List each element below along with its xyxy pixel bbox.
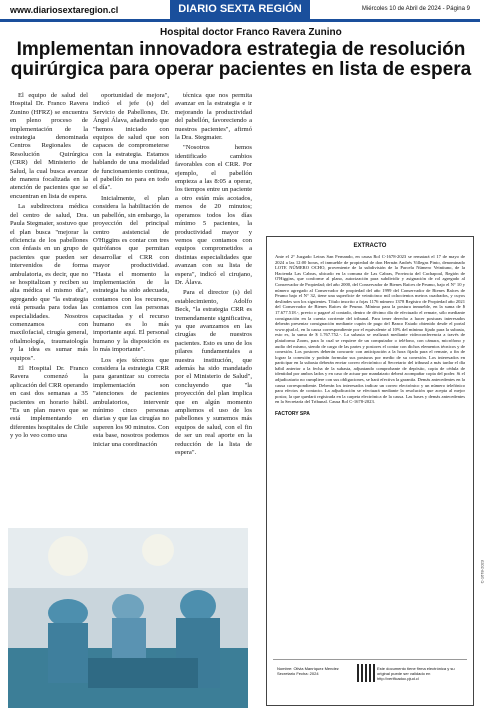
article-kicker: Hospital doctor Franco Ravera Zunino — [160, 27, 342, 38]
qr-code-icon — [357, 664, 375, 682]
article-column-2 — [93, 92, 169, 451]
legal-notice — [266, 236, 474, 706]
section-title: DIARIO SEXTA REGIÓN — [170, 0, 310, 19]
paragraph: El equipo de salud del Hospital Dr. Franco Ravera Zunino (HFRZ) se encuentra en pleno proceso de implementación de la estrategia denominada Centros Regionales de Resolución Quirúrgica (CRR) del Ministerio de Salud, la cual busca avanzar de manera focalizada en la atención de pacientes que se encuentran en lista de espera. — [10, 92, 88, 200]
article-headline: Implementan innovadora estrategia de resolución quirúrgica para operar pacientes en lista de espera — [10, 39, 472, 80]
article-photo — [8, 528, 248, 708]
notice-signature: FACTORY SPA — [275, 411, 310, 418]
article-column-1 — [10, 92, 88, 443]
notice-body: Ante el 2° Juzgado Letras San Fernando, en causa Rol C-1678-2023 se rematará el 17 de mayo de 2024 a las 12:00 horas, el inmueble de propiedad de don Hernán Andrés Villegas Pinto, denominado LOTE NÚMERO OCHO, proveniente de la subdivisión de la Parcela Número Veintiuno, de la Hacienda Las Cabras, ubicado en la comuna de Las Cabras, Provincia del Cachapoal, Región de O'Higgins, que conforme al plano, autorización para subdividir y asignación de rol agregado al Conservador de Propiedad; del año 2000, del Conservador de Bienes Raíces de Peumo, bajo el N° 10 y número agregado al Conservador de propiedad del año 1999 del Conservador de Bienes Raíces de Peumo bajo el N° 32, tiene una superficie de veinticinco mil ochocientos metros cuadrados, y cuyos deslindes son los siguientes. Título inscrito a fojas 1176 número 1378 Registro de Propiedad año 2021 del Conservador de Bienes Raíces de Peumo. Mínimo para la postura inmueble, en la suma de $ 17.677.518.-, previo o pagaré al contado, dentro de décimo día de efectuado el remate, sólo mediante consignación en la cuenta corriente del tribunal. Para tener derecho a hacer posturas interesados deberán presentar consignación mediante cupón de pago del Banco Estado obtenido desde el portal www.pjud.cl, en la causa correspondiente por el equivalente al 10% del mínimo fijado para la subasta, esto es, la suma de $ 1.767.752.-. La subasta se realizará mediante videoconferencia a través de plataforma Zoom, para lo cual se requiere de un computador o teléfono, con cámara, micrófono y audio del mismo, siendo de cargo de las partes y postores el contar con dichos elementos técnicos y de conexión. Los postores deberán concurrir con anticipación a la hora fijada para el remate, a fin de lograr la conexión y podrán formular sus posturas por medio de su conexión. Los interesados en participar en la subasta deberán enviar correo electrónico al Secretario del tribunal a más tardar el día hábil anterior a la fecha de la subasta, adjuntando comprobante de depósito, copia de cédula de identidad por ambos lados y en caso de actuar por mandatario deberá acompañar copia del poder. Si el adjudicatario no cumpliere con sus obligaciones, se hará efectiva la garantía. Demás antecedentes en la causa correspondiente. Deberán los interesados indicar un correo electrónico y un número telefónico para efectos de contacto. La adjudicación se efectuará mediante la resolución que acepta al mejor postor, la que quedará registrada en la carpeta electrónica de la causa. Las bases y demás antecedentes en la Secretaría del Tribunal. Causa Rol C-1678-2023. — [275, 254, 465, 405]
paragraph: La subdirectora médica del centro de salud, Dra. Paula Stegmaier, sostuvo que el plan busca "mejorar la eficiencia de los pabellones con énfasis en un grupo de pacientes que pueden ser intervenidos de forma ambulatoria, es decir, que no se hospitalizan y reciben su alta médica el mismo día", agregando que "la estrategia está pensada para todas las especialidades. Nosotros comenzamos con maxilofacial, cirugía general, oftalmología, traumatología y la idea es sumar más equipos". — [10, 203, 88, 362]
paragraph: Inicialmente, el plan considera la habilitación de un pabellón, sin embargo, la proyección del principal centro asistencial de O'Higgins es contar con tres quirófanos que permitan desarrollar el CRR con mayor productividad. "Hasta el momento la implementación de la estrategia ha sido adecuada, contamos con los recursos, contamos con las personas capacitadas y el recurso humano es lo más importante aquí. El personal humano y la disposición es lo más importante". — [93, 194, 169, 354]
paragraph: "Nosotros hemos identificado cambios favorables con el CRR. Por ejemplo, el pabellón empieza a las 8:05 a operar, los tiempos entre un paciente a otro están más acotados, menos de 20 minutos; operamos todos los días mínimo 5 pacientes, la productividad mayor y vemos que contamos con equipos comprometidos a distintas especialidades que avanzan con su lista de espera", indicó el cirujano, Dr. Álava. — [175, 144, 252, 286]
top-bar — [0, 0, 480, 22]
article-column-3 — [175, 92, 252, 459]
paragraph: Los ejes técnicos que considera la estrategia CRR para garantizar su correcta implementación son "atenciones de pacientes ambulatorios, intervenir mínimo cinco personas diarias y que las cirugías no superen los 90 minutos. Con esta base, nosotros podemos iniciar una coordinación — [93, 356, 169, 448]
notice-footer-right: Este documento tiene firma electrónica y su original puede ser validado en http://verificadoc.pjud.cl — [377, 666, 455, 681]
paragraph: técnica que nos permita avanzar en la estrategia e ir mejorando la productividad del pabellón, favoreciendo a nuestros pacientes", afirmó la Dra. Stegmaier. — [175, 92, 252, 142]
site-url[interactable]: www.diariosextaregion.cl — [10, 5, 119, 15]
surgery-photo-illustration — [8, 528, 248, 708]
notice-footer-left: Nombre: Olivia Manríquez Mendez Secretario Fecha: 2024 — [277, 666, 339, 676]
notice-footer — [273, 659, 467, 697]
paragraph: Para el director (s) del establecimiento, Adolfo Beck, "la estrategia CRR es tremendamente significativa, ya que avanzamos en las cirugías de nuestros pacientes. Esto es uno de los pilares fundamentales a nuestra institución, que además ha sido mandatado por el Ministerio de Salud", concluyendo que "la proyección del plan implica que en algún momento ampliemos el uso de los pabellones y sumemos más equipos de salud, con el fin de ser un real aporte en la reducción de la lista de espera". — [175, 289, 252, 457]
paragraph: oportunidad de mejora", indicó el jefe (s) del Servicio de Pabellones, Dr. Ángel Álava, añadiendo que "hemos iniciado con equipos de salud que son capaces de comprometerse con la estrategia. Estamos hablando de una modalidad de funcionamiento continua, el pabellón no para en todo el día". — [93, 92, 169, 192]
side-code: C-1678-2023 — [479, 560, 484, 584]
notice-title: EXTRACTO — [353, 243, 387, 249]
dateline: Miércoles 10 de Abril de 2024 - Página 9 — [361, 6, 470, 12]
paragraph: El Hospital Dr. Franco Ravera comenzó la aplicación del CRR operando en casi dos semanas a 35 pacientes en horario hábil. "Es un plan nuevo que se está implementando en diferentes hospitales de Chile y yo lo veo como una — [10, 365, 88, 440]
